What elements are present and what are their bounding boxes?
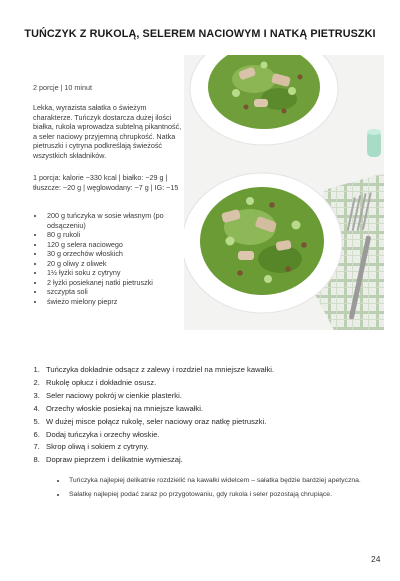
preparation-steps [28, 364, 274, 467]
step-item: 8. Dopraw pieprzem i delikatnie wymieszaj. [42, 454, 274, 467]
ingredients-list [33, 211, 200, 306]
tips-list [55, 476, 367, 503]
salt-shaker [367, 129, 381, 157]
bottom-salad-bowl [184, 173, 342, 313]
page-number: 24 [371, 554, 381, 564]
tip-item: • Sałatkę najlepiej podać zaraz po przygotowaniu, gdy rukola i seler pozostają chrupiące. [67, 490, 367, 500]
ingredient-item: • 1½ łyżki soku z cytryny [45, 268, 200, 278]
step-item: 1. Tuńczyka dokładnie odsącz z zalewy i rozdziel na mniejsze kawałki. [42, 364, 274, 377]
step-item: 2. Rukolę opłucz i dokładnie osusz. [42, 377, 274, 390]
ingredient-item: • 2 łyżki posiekanej natki pietruszki [45, 278, 200, 288]
nutrition-info: 1 porcja: kalorie ~330 kcal | białko: ~29 g | tłuszcze: ~20 g | węglowodany: ~7 g | IG: ~15 [33, 173, 179, 192]
ingredient-item: • 20 g oliwy z oliwek [45, 259, 200, 269]
ingredient-item: • 80 g rukoli [45, 230, 200, 240]
recipe-intro: Lekka, wyrazista sałatka o świeżym charakterze. Tuńczyk dostarcza dużej ilości białka, rukola wprowadza subtelną pikantność, a seler naciowy przyjemną chrupkość. Natka pietruszki i cytryna podkreślają świeżość wszystkich składników. [33, 103, 182, 160]
step-item: 6. Dodaj tuńczyka i orzechy włoskie. [42, 429, 274, 442]
ingredient-item: • 200 g tuńczyka w sosie własnym (po odsączeniu) [45, 211, 200, 230]
ingredient-item: • świeżo mielony pieprz [45, 297, 200, 307]
ingredient-item: • 120 g selera naciowego [45, 240, 200, 250]
ingredient-item: • 30 g orzechów włoskich [45, 249, 200, 259]
tip-item: • Tuńczyka najlepiej delikatnie rozdzielić na kawałki widelcem – sałatka będzie bardziej apetyczna. [67, 476, 367, 486]
step-item: 3. Seler naciowy pokrój w cienkie plasterki. [42, 390, 274, 403]
step-item: 4. Orzechy włoskie posiekaj na mniejsze kawałki. [42, 403, 274, 416]
recipe-title: TUŃCZYK Z RUKOLĄ, SELEREM NACIOWYM I NATKĄ PIETRUSZKI [24, 28, 376, 40]
salad-photo [184, 55, 384, 330]
step-item: 5. W dużej misce połącz rukolę, seler naciowy oraz natkę pietruszki. [42, 416, 274, 429]
step-item: 7. Skrop oliwą i sokiem z cytryny. [42, 441, 274, 454]
ingredient-item: • szczypta soli [45, 287, 200, 297]
servings-time: 2 porcje | 10 minut [33, 83, 92, 92]
